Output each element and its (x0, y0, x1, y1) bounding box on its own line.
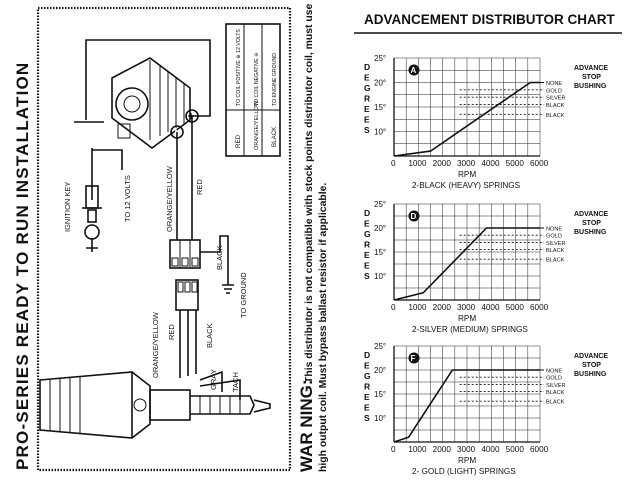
coil-positive-symbol: + (187, 109, 195, 123)
x-tick-label: 5000 (505, 445, 524, 454)
y-axis-letter: E (364, 218, 370, 229)
y-tick-label: 10° (374, 272, 387, 281)
orange-yellow-label-top: ORANGE/YELLOW (165, 166, 174, 232)
ignition-key-label: IGNITION KEY (63, 181, 72, 232)
bushing-label: ADVANCE (574, 65, 609, 72)
bushing-label: ADVANCE (574, 211, 609, 218)
stop-label: BLACK (546, 257, 565, 264)
y-tick-label: 15° (374, 248, 387, 257)
stop-label: BLACK (546, 112, 565, 119)
y-axis-letter: E (364, 402, 370, 413)
advance-chart-f (364, 342, 608, 476)
x-tick-label: 6000 (530, 159, 549, 168)
warning-line-1: This distributor is not compatible with stock points distributor coil, must use (304, 3, 315, 383)
legend-wire-orange-yellow: ORANGE/YELLOW (254, 100, 260, 150)
wiring-panel (13, 3, 329, 472)
stop-label: SILVER (546, 382, 566, 389)
stop-label: GOLD (546, 88, 562, 95)
stop-label: NONE (546, 81, 563, 87)
x-tick-label: 2000 (432, 159, 451, 168)
y-tick-label: 15° (374, 103, 387, 112)
x-tick-label: 6000 (530, 303, 549, 312)
red-label-bottom: RED (167, 324, 176, 340)
legend-dest-coil-negative: TO COIL NEGATIVE ⊖ (254, 52, 260, 106)
y-tick-label: 20° (374, 366, 387, 375)
bushing-label: ADVANCE (574, 353, 609, 360)
x-axis-label: RPM (458, 170, 477, 179)
x-tick-label: 2000 (432, 445, 451, 454)
x-tick-label: 4000 (481, 445, 500, 454)
wire-legend-table (226, 24, 280, 156)
red-label-top: RED (195, 179, 204, 195)
x-tick-label: 1000 (408, 159, 427, 168)
chart-label-letter: A (410, 66, 417, 75)
ignition-switch (74, 122, 122, 252)
legend-wire-black: BLACK (271, 126, 278, 147)
y-axis-letter: E (364, 114, 370, 125)
warning-heading: WAR NING: (297, 379, 316, 472)
stop-label: SILVER (546, 95, 566, 102)
x-axis-label: RPM (458, 314, 477, 323)
legend-dest-engine-ground: TO ENGINE GROUND (272, 53, 278, 106)
installation-title: PRO-SERIES READY TO RUN INSTALLATION (13, 61, 32, 470)
y-axis-letter: E (364, 260, 370, 271)
y-tick-label: 25° (374, 342, 387, 351)
warning-line-2: high output coil. Must bypass ballast resistor if applicable. (318, 182, 329, 472)
y-axis-letter: R (364, 239, 371, 250)
y-axis-letter: D (364, 350, 371, 360)
stop-label: GOLD (546, 233, 562, 240)
y-axis-letter: D (364, 208, 371, 218)
y-axis-letter: S (364, 125, 370, 135)
stop-label: BLACK (546, 248, 565, 255)
y-axis-letter: E (364, 392, 370, 402)
y-axis-letter: S (364, 413, 370, 423)
chart-label-letter: D (410, 212, 417, 221)
x-tick-label: 5000 (505, 159, 524, 168)
y-axis-letter: R (364, 93, 371, 104)
y-tick-label: 20° (374, 224, 387, 233)
y-tick-label: 25° (374, 200, 387, 209)
black-label-bottom: BLACK (205, 323, 214, 348)
connector-lower (176, 280, 198, 310)
y-tick-label: 15° (374, 390, 387, 399)
y-axis-letter: G (364, 83, 371, 93)
stop-label: BLACK (546, 390, 565, 397)
orange-yellow-label-bottom: ORANGE/YELLOW (151, 312, 160, 378)
x-tick-label: 1000 (408, 445, 427, 454)
bushing-label: STOP (582, 362, 601, 369)
y-axis-letter: E (364, 104, 370, 114)
gray-label: GRAY (209, 369, 218, 390)
stop-label: NONE (546, 226, 563, 233)
y-axis-letter: S (364, 271, 370, 281)
stop-label: SILVER (546, 240, 566, 247)
bushing-label: BUSHING (574, 371, 607, 378)
x-tick-label: 3000 (457, 445, 476, 454)
chart-title: 2- GOLD (LIGHT) SPRINGS (412, 467, 516, 476)
ignition-coil (112, 58, 190, 148)
y-axis-letter: D (364, 62, 371, 72)
x-tick-label: 5000 (505, 303, 524, 312)
advance-chart-a (364, 54, 608, 190)
connector-upper (170, 240, 200, 268)
x-axis-label: RPM (458, 456, 477, 465)
chart-header: ADVANCEMENT DISTRIBUTOR CHART (364, 12, 615, 27)
y-axis-letter: R (364, 381, 371, 392)
y-axis-letter: G (364, 371, 371, 381)
y-tick-label: 10° (374, 127, 387, 137)
x-tick-label: 0 (391, 159, 396, 168)
chart-title: 2-SILVER (MEDIUM) SPRINGS (412, 325, 528, 334)
y-axis-letter: E (364, 250, 370, 260)
black-label-upper: BLACK (215, 245, 224, 270)
y-tick-label: 20° (374, 78, 387, 88)
x-tick-label: 1000 (408, 303, 427, 312)
x-tick-label: 4000 (481, 303, 500, 312)
legend-wire-red: RED (235, 134, 242, 148)
x-tick-label: 3000 (457, 303, 476, 312)
bushing-label: STOP (582, 74, 601, 81)
to-ground-label: TO GROUND (239, 272, 248, 318)
y-axis-letter: E (364, 72, 370, 83)
stop-label: BLACK (546, 399, 565, 406)
wire-bundle-distributor (180, 310, 196, 378)
legend-dest-coil-positive: TO COIL POSITIVE ⊕ 12 VOLTS (236, 29, 242, 106)
chart-label-letter: F (410, 354, 416, 363)
x-tick-label: 0 (391, 445, 396, 454)
y-tick-label: 25° (374, 54, 387, 63)
chart-title: 2-BLACK (HEAVY) SPRINGS (412, 181, 521, 190)
stop-label: GOLD (546, 375, 562, 382)
y-tick-label: 10° (374, 414, 387, 423)
y-axis-letter: E (364, 360, 370, 371)
x-tick-label: 2000 (432, 303, 451, 312)
x-tick-label: 3000 (457, 159, 476, 168)
x-tick-label: 4000 (481, 159, 500, 168)
tach-label: TACH (231, 372, 240, 392)
bushing-label: STOP (582, 220, 601, 227)
bushing-label: BUSHING (574, 83, 607, 90)
stop-label: NONE (546, 368, 563, 375)
advance-chart-d (364, 200, 608, 334)
stop-label: BLACK (546, 103, 565, 110)
x-tick-label: 0 (391, 303, 396, 312)
to-12-volts-label: TO 12 VOLTS (123, 175, 132, 222)
bushing-label: BUSHING (574, 229, 607, 236)
y-axis-letter: G (364, 229, 371, 239)
x-tick-label: 6000 (530, 445, 549, 454)
coil-negative-symbol: I (174, 128, 178, 139)
